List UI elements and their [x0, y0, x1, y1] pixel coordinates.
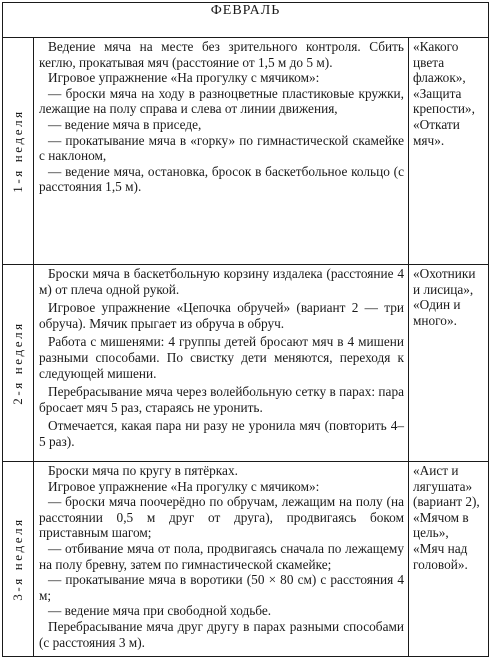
activity-paragraph: Работа с мишенями: 4 группы детей бросают мяч в 4 мишени разными способами. По свистку дети меняются, переходя к следующей мишени.	[39, 334, 404, 381]
activity-paragraph: Игровое упражнение «На прогулку с мячиком»:	[48, 70, 320, 86]
activity-paragraph: Отмечается, какая пара ни разу не уронила мяч (повторить 4–5 раз).	[39, 418, 404, 449]
activities-cell	[34, 462, 409, 657]
game-item: «Защита крепости»,	[413, 85, 475, 117]
game-item: «Мячом в цель»,	[413, 509, 469, 541]
game-item: «Охотники и лисица»,	[413, 266, 476, 297]
activity-paragraph: — прокатывание мяча в «горку» по гимнастической скамейке с наклоном,	[39, 132, 404, 164]
week-label: 2-я неделя	[10, 321, 25, 405]
week-label-cell	[3, 265, 34, 462]
activity-paragraph: — броски мяча на ходу в разноцветные пластиковые кружки, лежащие на полу справа и слева от линии движения,	[39, 85, 404, 117]
activity-paragraph: — ведение мяча, остановка, бросок в баскетбольное кольцо (с расстояния 1,5 м).	[39, 163, 404, 195]
week-row	[3, 462, 489, 657]
games-cell	[409, 38, 489, 265]
activities-cell	[34, 38, 409, 265]
activity-paragraph: Игровое упражнение «На прогулку с мячиком»:	[48, 478, 320, 494]
activity-paragraph: Перебрасывание мяча через волейбольную сетку в парах: пара бросает мяч 5 раз, стараясь не уронить.	[39, 384, 404, 415]
games-cell	[409, 265, 489, 462]
activity-paragraph: — прокатывание мяча в воротики (50 × 80 см) с расстояния 4 м;	[39, 572, 404, 603]
activity-paragraph: Броски мяча по кругу в пятёрках.	[48, 463, 238, 478]
month-title: ФЕВРАЛЬ	[3, 3, 489, 38]
week-row	[3, 265, 489, 462]
game-item: «Один и много».	[413, 297, 461, 328]
game-item: «Откати мяч».	[413, 116, 460, 148]
activity-paragraph: Броски мяча в баскетбольную корзину издалека (расстояние 4 м) от плеча одной рукой.	[39, 266, 404, 297]
activities-cell	[34, 265, 409, 462]
activity-paragraph: — отбивание мяча от пола, продвигаясь сначала по лежащему на полу бревну, затем по гимнастической скамейке;	[39, 540, 404, 572]
plan-table	[2, 2, 489, 657]
week-label-cell	[3, 38, 34, 265]
activity-paragraph: — ведение мяча в приседе,	[48, 116, 202, 132]
activity-paragraph: — ведение мяча при свободной ходьбе.	[48, 603, 272, 619]
activity-paragraph: Игровое упражнение «Цепочка обручей» (вариант 2 — три обруча). Мячик прыгает из обруча в обруч.	[39, 300, 404, 331]
game-item: «Мяч над головой».	[413, 540, 468, 572]
week-label-cell	[3, 462, 34, 657]
games-cell	[409, 462, 489, 657]
week-label: 3-я неделя	[10, 517, 25, 601]
activity-paragraph: Ведение мяча на месте без зрительного контроля. Сбить кеглю, прокатывая мяч (расстояние от 1,5 м до 5 м).	[39, 39, 404, 70]
game-item: «Какого цвета флажок»,	[413, 39, 466, 86]
week-row	[3, 38, 489, 265]
game-item: «Аист и лягушата» (вариант 2),	[413, 463, 480, 510]
activity-paragraph: — броски мяча поочерёдно по обручам, лежащим на полу (на расстоянии 0,5 м друг от друга), продвигаясь боком приставным шагом;	[39, 494, 404, 541]
month-header-row	[3, 3, 489, 38]
activity-paragraph: Перебрасывание мяча друг другу в парах разными способами (с расстояния 3 м).	[39, 618, 404, 650]
week-label: 1-я неделя	[10, 109, 25, 193]
